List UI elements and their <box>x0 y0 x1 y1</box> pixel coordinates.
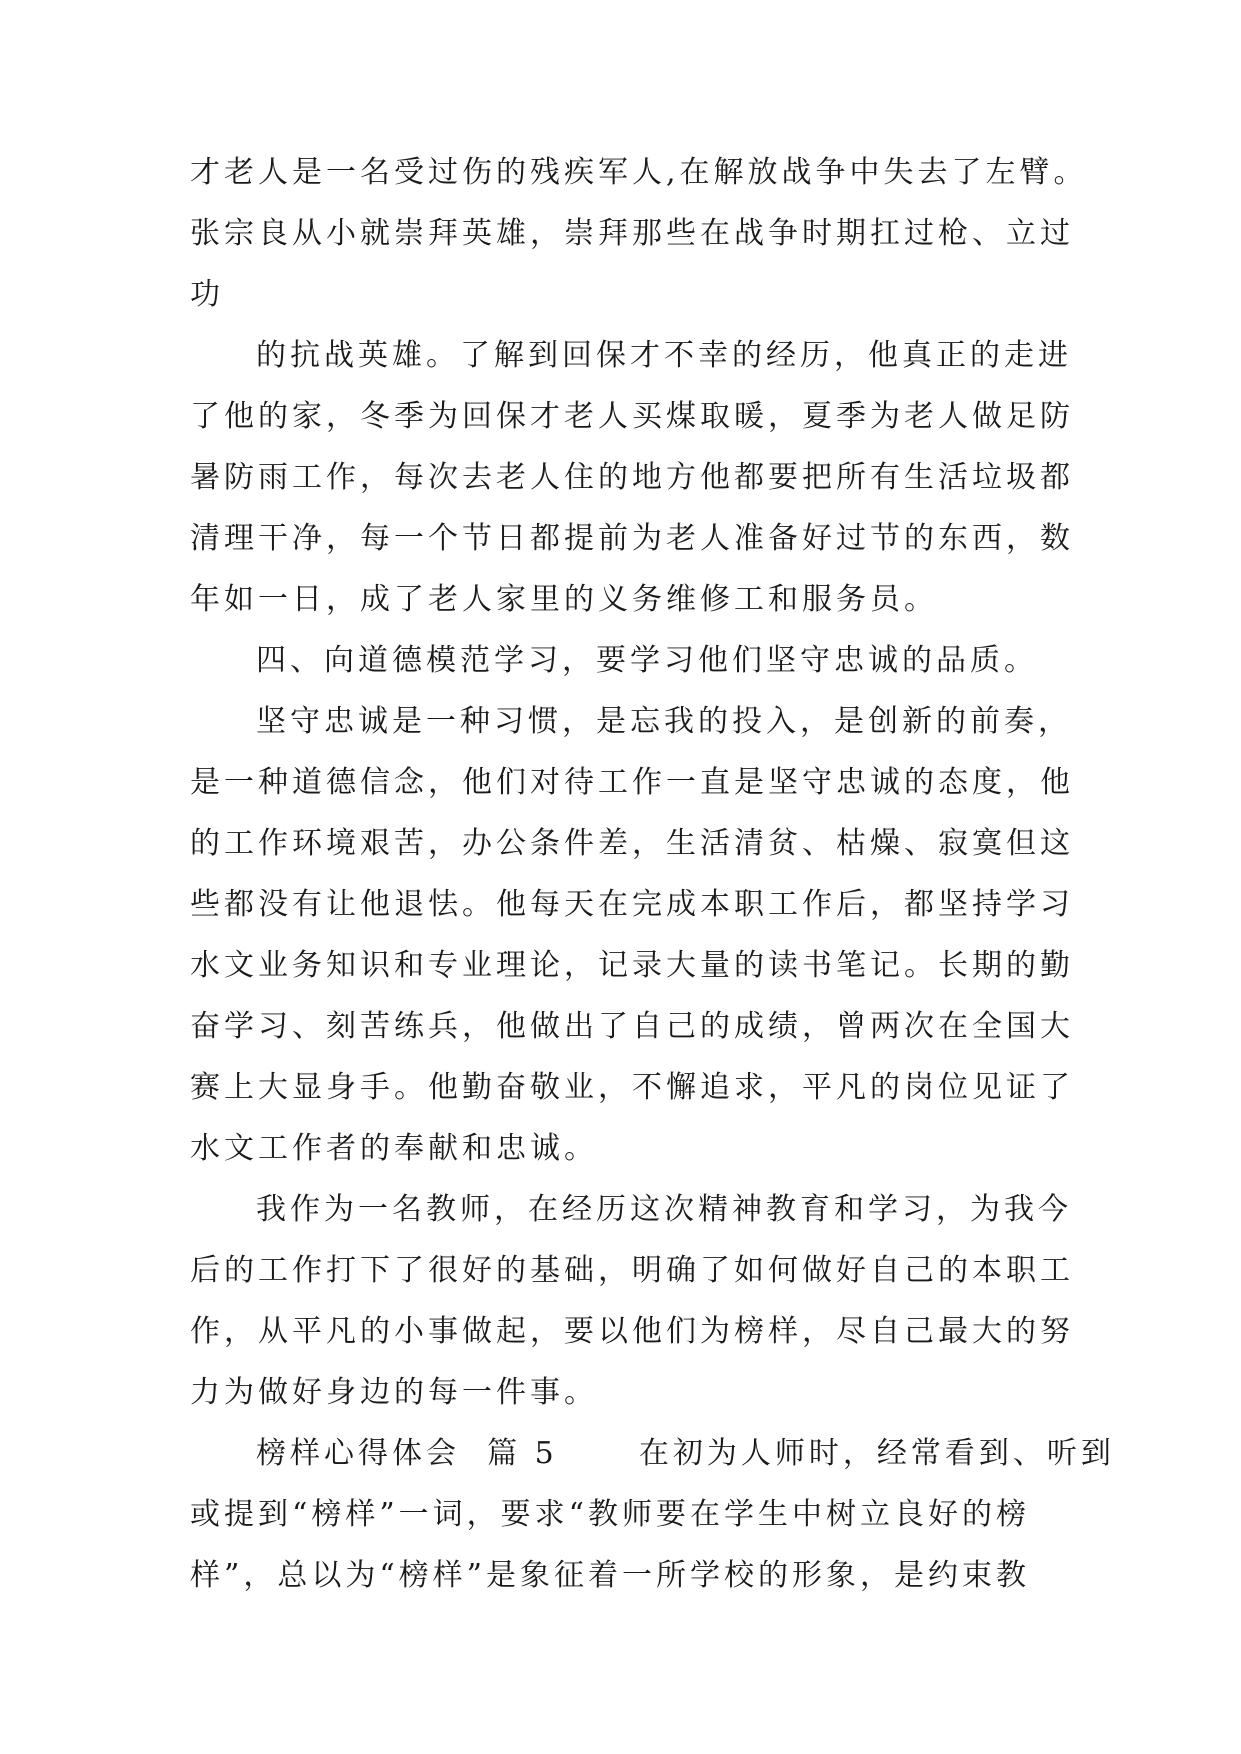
text-line: 作，从平凡的小事做起，要以他们为榜样，尽自己最大的努 <box>190 1314 1074 1349</box>
text-line: 是一种道德信念，他们对待工作一直是坚守忠诚的态度，他 <box>190 765 1074 800</box>
text-line: 样”，总以为“榜样”是象征着一所学校的形象，是约束教 <box>190 1558 1031 1593</box>
document-body <box>190 155 1115 1622</box>
text-line: 年如一日，成了老人家里的义务维修工和服务员。 <box>190 582 938 617</box>
text-line: 才老人是一名受过伤的残疾军人,在解放战争中失去了左臂。 <box>190 155 1088 190</box>
text-line: 坚守忠诚是一种习惯，是忘我的投入，是创新的前奏， <box>256 704 1072 739</box>
text-line: 力为做好身边的每一件事。 <box>190 1375 598 1410</box>
text-line: 些都没有让他退怯。他每天在完成本职工作后，都坚持学习 <box>190 887 1074 922</box>
text-line: 榜样心得体会 篇 5 在初为人师时，经常看到、听到 <box>256 1436 1115 1471</box>
section-heading: 四、向道德模范学习，要学习他们坚守忠诚的品质。 <box>256 643 1038 678</box>
text-line: 我作为一名教师，在经历这次精神教育和学习，为我今 <box>256 1192 1072 1227</box>
text-line: 张宗良从小就崇拜英雄，崇拜那些在战争时期扛过枪、立过 <box>190 216 1074 251</box>
text-line: 水文工作者的奉献和忠诚。 <box>190 1131 598 1166</box>
text-line: 功 <box>190 277 224 312</box>
text-line: 后的工作打下了很好的基础，明确了如何做好自己的本职工 <box>190 1253 1074 1288</box>
text-line: 水文业务知识和专业理论，记录大量的读书笔记。长期的勤 <box>190 948 1074 983</box>
text-line: 的工作环境艰苦，办公条件差，生活清贫、枯燥、寂寞但这 <box>190 826 1074 861</box>
text-line: 清理干净，每一个节日都提前为老人准备好过节的东西，数 <box>190 521 1074 556</box>
text-line: 奋学习、刻苦练兵，他做出了自己的成绩，曾两次在全国大 <box>190 1009 1074 1044</box>
text-line: 暑防雨工作，每次去老人住的地方他都要把所有生活垃圾都 <box>190 460 1074 495</box>
text-line: 的抗战英雄。了解到回保才不幸的经历，他真正的走进 <box>256 338 1072 373</box>
text-line: 或提到“榜样”一词，要求“教师要在学生中树立良好的榜 <box>190 1497 1031 1532</box>
text-line: 了他的家，冬季为回保才老人买煤取暖，夏季为老人做足防 <box>190 399 1074 434</box>
text-line: 赛上大显身手。他勤奋敬业，不懈追求，平凡的岗位见证了 <box>190 1070 1074 1105</box>
